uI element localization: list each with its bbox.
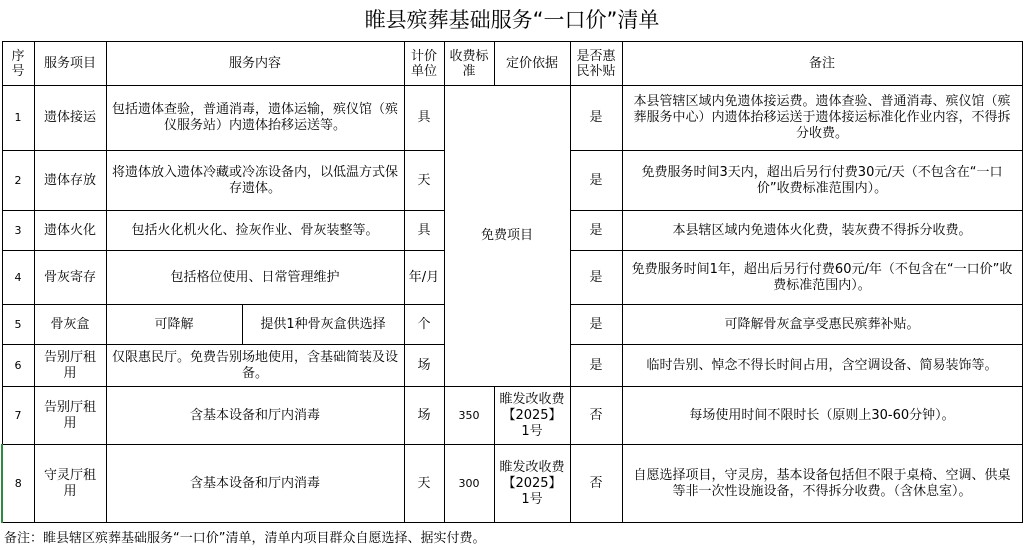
header-fee[interactable]: 收费标准 (444, 42, 494, 86)
cell-content-option[interactable]: 提供1种骨灰盒供选择 (242, 305, 404, 345)
header-index[interactable]: 序号 (2, 42, 34, 86)
cell-content[interactable]: 包括火化机火化、捡灰作业、骨灰装整等。 (106, 211, 404, 251)
cell-unit[interactable]: 年/月 (404, 251, 444, 305)
cell-subsidy[interactable]: 是 (570, 251, 622, 305)
cell-item[interactable]: 告别厅租用 (34, 345, 106, 387)
cell-subsidy[interactable]: 是 (570, 211, 622, 251)
cell-item[interactable]: 骨灰盒 (34, 305, 106, 345)
cell-content[interactable]: 含基本设备和厅内消毒 (106, 387, 404, 445)
table-row (2, 86, 1022, 151)
cell-unit[interactable]: 具 (404, 86, 444, 151)
cell-basis[interactable]: 睢发改收费【2025】1号 (494, 387, 570, 445)
cell-index[interactable]: 7 (2, 387, 34, 445)
cell-free-project[interactable]: 免费项目 (444, 86, 570, 387)
cell-item[interactable]: 遗体存放 (34, 151, 106, 211)
header-content[interactable]: 服务内容 (106, 42, 404, 86)
cell-item[interactable]: 告别厅租用 (34, 387, 106, 445)
cell-unit[interactable]: 场 (404, 345, 444, 387)
cell-remark[interactable]: 每场使用时间不限时长（原则上30-60分钟）。 (622, 387, 1022, 445)
header-remark[interactable]: 备注 (622, 42, 1022, 86)
cell-index[interactable]: 2 (2, 151, 34, 211)
cell-unit[interactable]: 个 (404, 305, 444, 345)
cell-subsidy[interactable]: 是 (570, 86, 622, 151)
cell-remark[interactable]: 本县管辖区域内免遗体接运费。遗体查验、普通消毒、殡仪馆（殡葬服务中心）内遗体抬移运送于遗体接运标准化作业内容，不得拆分收费。 (622, 86, 1022, 151)
cell-content[interactable]: 仅限惠民厅。免费告别场地使用，含基础简装及设备。 (106, 345, 404, 387)
table-row (2, 445, 1022, 523)
cell-item[interactable]: 遗体接运 (34, 86, 106, 151)
cell-index[interactable]: 8 (2, 445, 34, 523)
cell-remark[interactable]: 免费服务时间3天内，超出后另行付费30元/天（不包含在“一口价”收费标准范围内）。 (622, 151, 1022, 211)
cell-remark[interactable]: 本县辖区域内免遗体火化费，装灰费不得拆分收费。 (622, 211, 1022, 251)
cell-content[interactable]: 包括格位使用、日常管理维护 (106, 251, 404, 305)
header-unit[interactable]: 计价单位 (404, 42, 444, 86)
cell-item[interactable]: 遗体火化 (34, 211, 106, 251)
header-basis[interactable]: 定价依据 (494, 42, 570, 86)
cell-fee[interactable]: 350 (444, 387, 494, 445)
cell-index[interactable]: 5 (2, 305, 34, 345)
cell-subsidy[interactable]: 否 (570, 445, 622, 523)
cell-subsidy[interactable]: 是 (570, 151, 622, 211)
cell-content[interactable]: 包括遗体查验，普通消毒，遗体运输，殡仪馆（殡仪服务站）内遗体抬移运送等。 (106, 86, 404, 151)
cell-subsidy[interactable]: 是 (570, 345, 622, 387)
cell-item[interactable]: 骨灰寄存 (34, 251, 106, 305)
cell-content-material[interactable]: 可降解 (106, 305, 242, 345)
cell-unit[interactable]: 天 (404, 445, 444, 523)
cell-content[interactable]: 将遗体放入遗体冷藏或冷冻设备内，以低温方式保存遗体。 (106, 151, 404, 211)
cell-index[interactable]: 1 (2, 86, 34, 151)
cell-unit[interactable]: 天 (404, 151, 444, 211)
cell-remark[interactable]: 免费服务时间1年，超出后另行付费60元/年（不包含在“一口价”收费标准范围内）。 (622, 251, 1022, 305)
footnote: 备注：睢县辖区殡葬基础服务“一口价”清单，清单内项目群众自愿选择、据实付费。 (4, 531, 486, 546)
cell-unit[interactable]: 具 (404, 211, 444, 251)
cell-item[interactable]: 守灵厅租用 (34, 445, 106, 523)
cell-fee[interactable]: 300 (444, 445, 494, 523)
cell-index[interactable]: 6 (2, 345, 34, 387)
cell-unit[interactable]: 场 (404, 387, 444, 445)
header-item[interactable]: 服务项目 (34, 42, 106, 86)
cell-remark[interactable]: 临时告别、悼念不得长时间占用，含空调设备、简易装饰等。 (622, 345, 1022, 387)
cell-basis[interactable]: 睢发改收费【2025】1号 (494, 445, 570, 523)
page-title: 睢县殡葬基础服务“一口价”清单 (364, 8, 660, 32)
cell-remark[interactable]: 自愿选择项目，守灵房，基本设备包括但不限于桌椅、空调、供桌等非一次性设施设备，不得拆分收费。（含休息室）。 (622, 445, 1022, 523)
cell-remark[interactable]: 可降解骨灰盒享受惠民殡葬补贴。 (622, 305, 1022, 345)
table-row (2, 387, 1022, 445)
header-subsidy[interactable]: 是否惠民补贴 (570, 42, 622, 86)
cell-content[interactable]: 含基本设备和厅内消毒 (106, 445, 404, 523)
cell-subsidy[interactable]: 否 (570, 387, 622, 445)
table-header-row (2, 42, 1022, 86)
cell-index[interactable]: 3 (2, 211, 34, 251)
cell-index[interactable]: 4 (2, 251, 34, 305)
service-price-table (1, 41, 1023, 523)
cell-subsidy[interactable]: 是 (570, 305, 622, 345)
